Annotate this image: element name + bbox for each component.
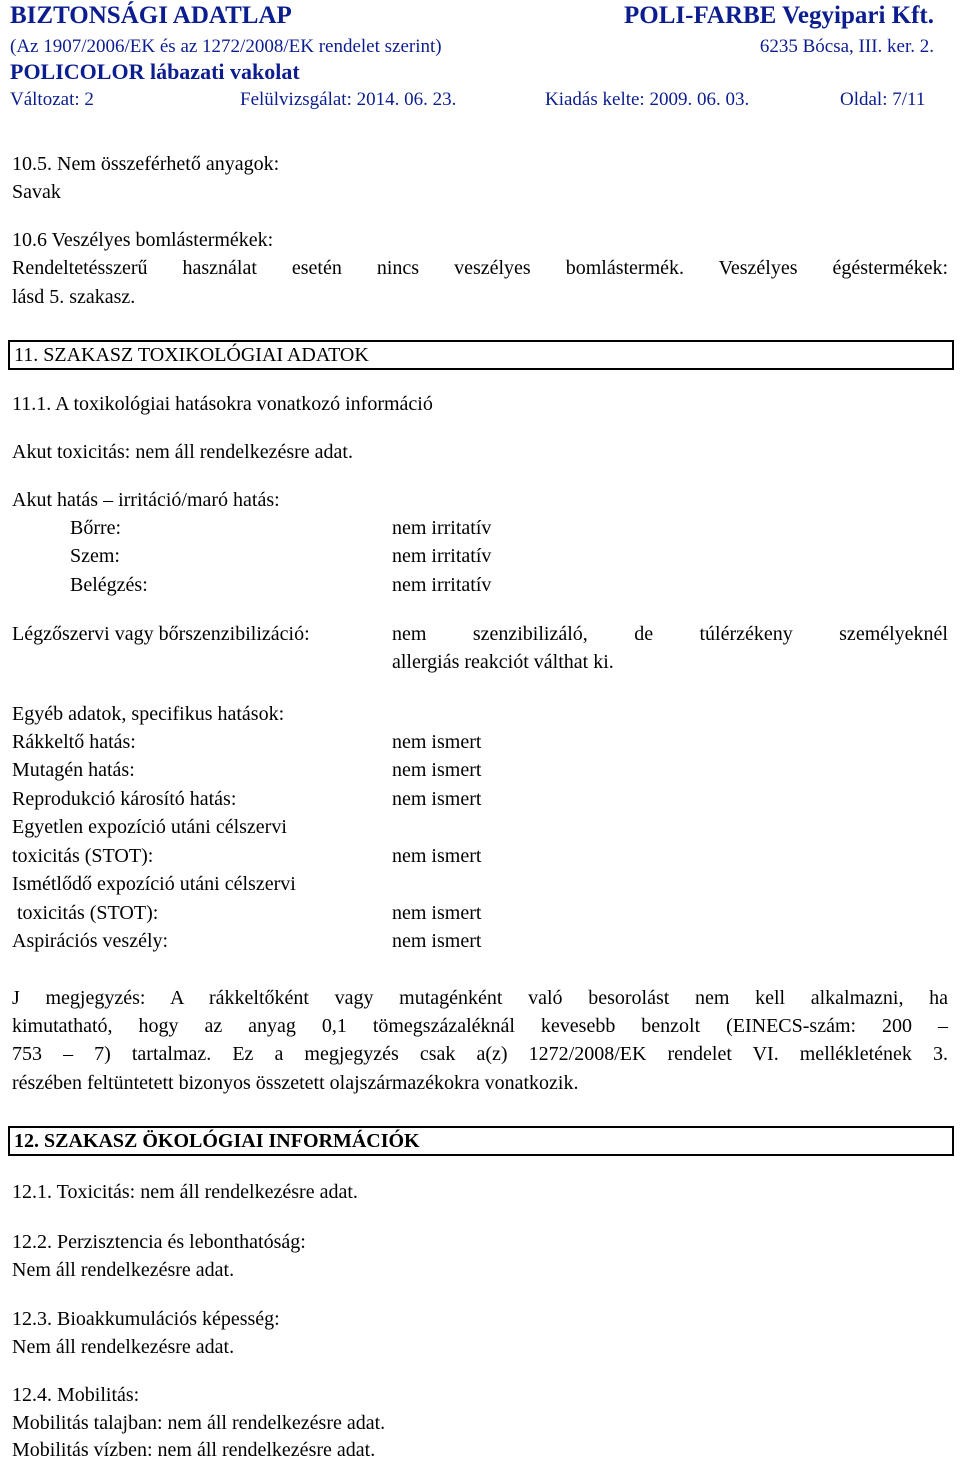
bioaccumulation-title: 12.3. Bioakkumulációs képesség:	[12, 1308, 280, 1330]
document-title: BIZTONSÁGI ADATLAP	[10, 2, 292, 29]
issue-date: Kiadás kelte: 2009. 06. 03.	[545, 89, 750, 110]
irritation-value-inhalation: nem irritatív	[392, 574, 492, 596]
persistence-title: 12.2. Perzisztencia és lebonthatóság:	[12, 1231, 306, 1253]
sensitization-value-line-1: nem szenzibilizáló, de túlérzékeny személyeknél	[392, 623, 948, 645]
bioaccumulation-value: Nem áll rendelkezésre adat.	[12, 1336, 235, 1358]
sensitization-value-line-2: allergiás reakciót válthat ki.	[392, 651, 614, 673]
note-line-2: kimutatható, hogy az anyag 0,1 tömegszázaléknál kevesebb benzolt (EINECS-szám: 200 –	[12, 1015, 948, 1037]
reproductive-toxicity-value: nem ismert	[392, 788, 482, 810]
irritation-label-skin: Bőrre:	[70, 517, 122, 539]
mobility-water: Mobilitás vízben: nem áll rendelkezésre adat.	[12, 1439, 376, 1461]
mobility-soil: Mobilitás talajban: nem áll rendelkezésre adat.	[12, 1412, 386, 1434]
stot-repeated-label-line-2: toxicitás (STOT):	[12, 902, 159, 924]
section-11-heading: 11. SZAKASZ TOXIKOLÓGIAI ADATOK	[8, 340, 954, 370]
eco-toxicity: 12.1. Toxicitás: nem áll rendelkezésre adat.	[12, 1181, 358, 1203]
mobility-title: 12.4. Mobilitás:	[12, 1384, 140, 1406]
irritation-label-inhalation: Belégzés:	[70, 574, 148, 596]
acute-toxicity: Akut toxicitás: nem áll rendelkezésre adat.	[12, 441, 353, 463]
aspiration-hazard-value: nem ismert	[392, 930, 482, 952]
acute-effect-title: Akut hatás – irritáció/maró hatás:	[12, 489, 280, 511]
revision-date: Felülvizsgálat: 2014. 06. 23.	[240, 89, 457, 110]
carcinogenicity-value: nem ismert	[392, 731, 482, 753]
mutagenicity-label: Mutagén hatás:	[12, 759, 135, 781]
section-12-heading: 12. SZAKASZ ÖKOLÓGIAI INFORMÁCIÓK	[8, 1126, 954, 1156]
company-name: POLI-FARBE Vegyipari Kft.	[624, 2, 934, 29]
decomposition-line-2: lásd 5. szakasz.	[12, 286, 136, 308]
persistence-value: Nem áll rendelkezésre adat.	[12, 1259, 235, 1281]
other-effects-title: Egyéb adatok, specifikus hatások:	[12, 703, 285, 725]
irritation-value-eye: nem irritatív	[392, 545, 492, 567]
incompatible-materials-title: 10.5. Nem összeférhető anyagok:	[12, 153, 280, 175]
note-line-3: 753 – 7) tartalmaz. Ez a megjegyzés csak a(z) 1272/2008/EK rendelet VI. mellékletének 3.	[12, 1043, 948, 1065]
note-line-1: J megjegyzés: A rákkeltőként vagy mutagénként való besorolást nem kell alkalmazni, ha	[12, 987, 948, 1009]
carcinogenicity-label: Rákkeltő hatás:	[12, 731, 136, 753]
aspiration-hazard-label: Aspirációs veszély:	[12, 930, 169, 952]
irritation-label-eye: Szem:	[70, 545, 120, 567]
stot-repeated-label-line-1: Ismétlődő expozíció utáni célszervi	[12, 873, 296, 895]
regulation-note: (Az 1907/2006/EK és az 1272/2008/EK rendelet szerint)	[10, 36, 442, 57]
product-name: POLICOLOR lábazati vakolat	[10, 59, 300, 84]
version-label: Változat: 2	[10, 89, 94, 110]
note-line-4: részében feltüntetett bizonyos összetett olajszármazékokra vonatkozik.	[12, 1072, 579, 1094]
toxicology-subtitle: 11.1. A toxikológiai hatásokra vonatkozó információ	[12, 393, 433, 415]
sensitization-label: Légzőszervi vagy bőrszenzibilizáció:	[12, 623, 310, 645]
reproductive-toxicity-label: Reprodukció károsító hatás:	[12, 788, 237, 810]
mutagenicity-value: nem ismert	[392, 759, 482, 781]
decomposition-title: 10.6 Veszélyes bomlástermékek:	[12, 229, 274, 251]
stot-single-value: nem ismert	[392, 845, 482, 867]
stot-repeated-value: nem ismert	[392, 902, 482, 924]
decomposition-line-1: Rendeltetésszerű használat esetén nincs veszélyes bomlástermék. Veszélyes égéstermékek:	[12, 257, 948, 279]
incompatible-materials-value: Savak	[12, 181, 61, 203]
stot-single-label-line-1: Egyetlen expozíció utáni célszervi	[12, 816, 287, 838]
irritation-value-skin: nem irritatív	[392, 517, 492, 539]
stot-single-label-line-2: toxicitás (STOT):	[12, 845, 154, 867]
page-number: Oldal: 7/11	[840, 89, 926, 110]
company-address: 6235 Bócsa, III. ker. 2.	[759, 36, 934, 57]
